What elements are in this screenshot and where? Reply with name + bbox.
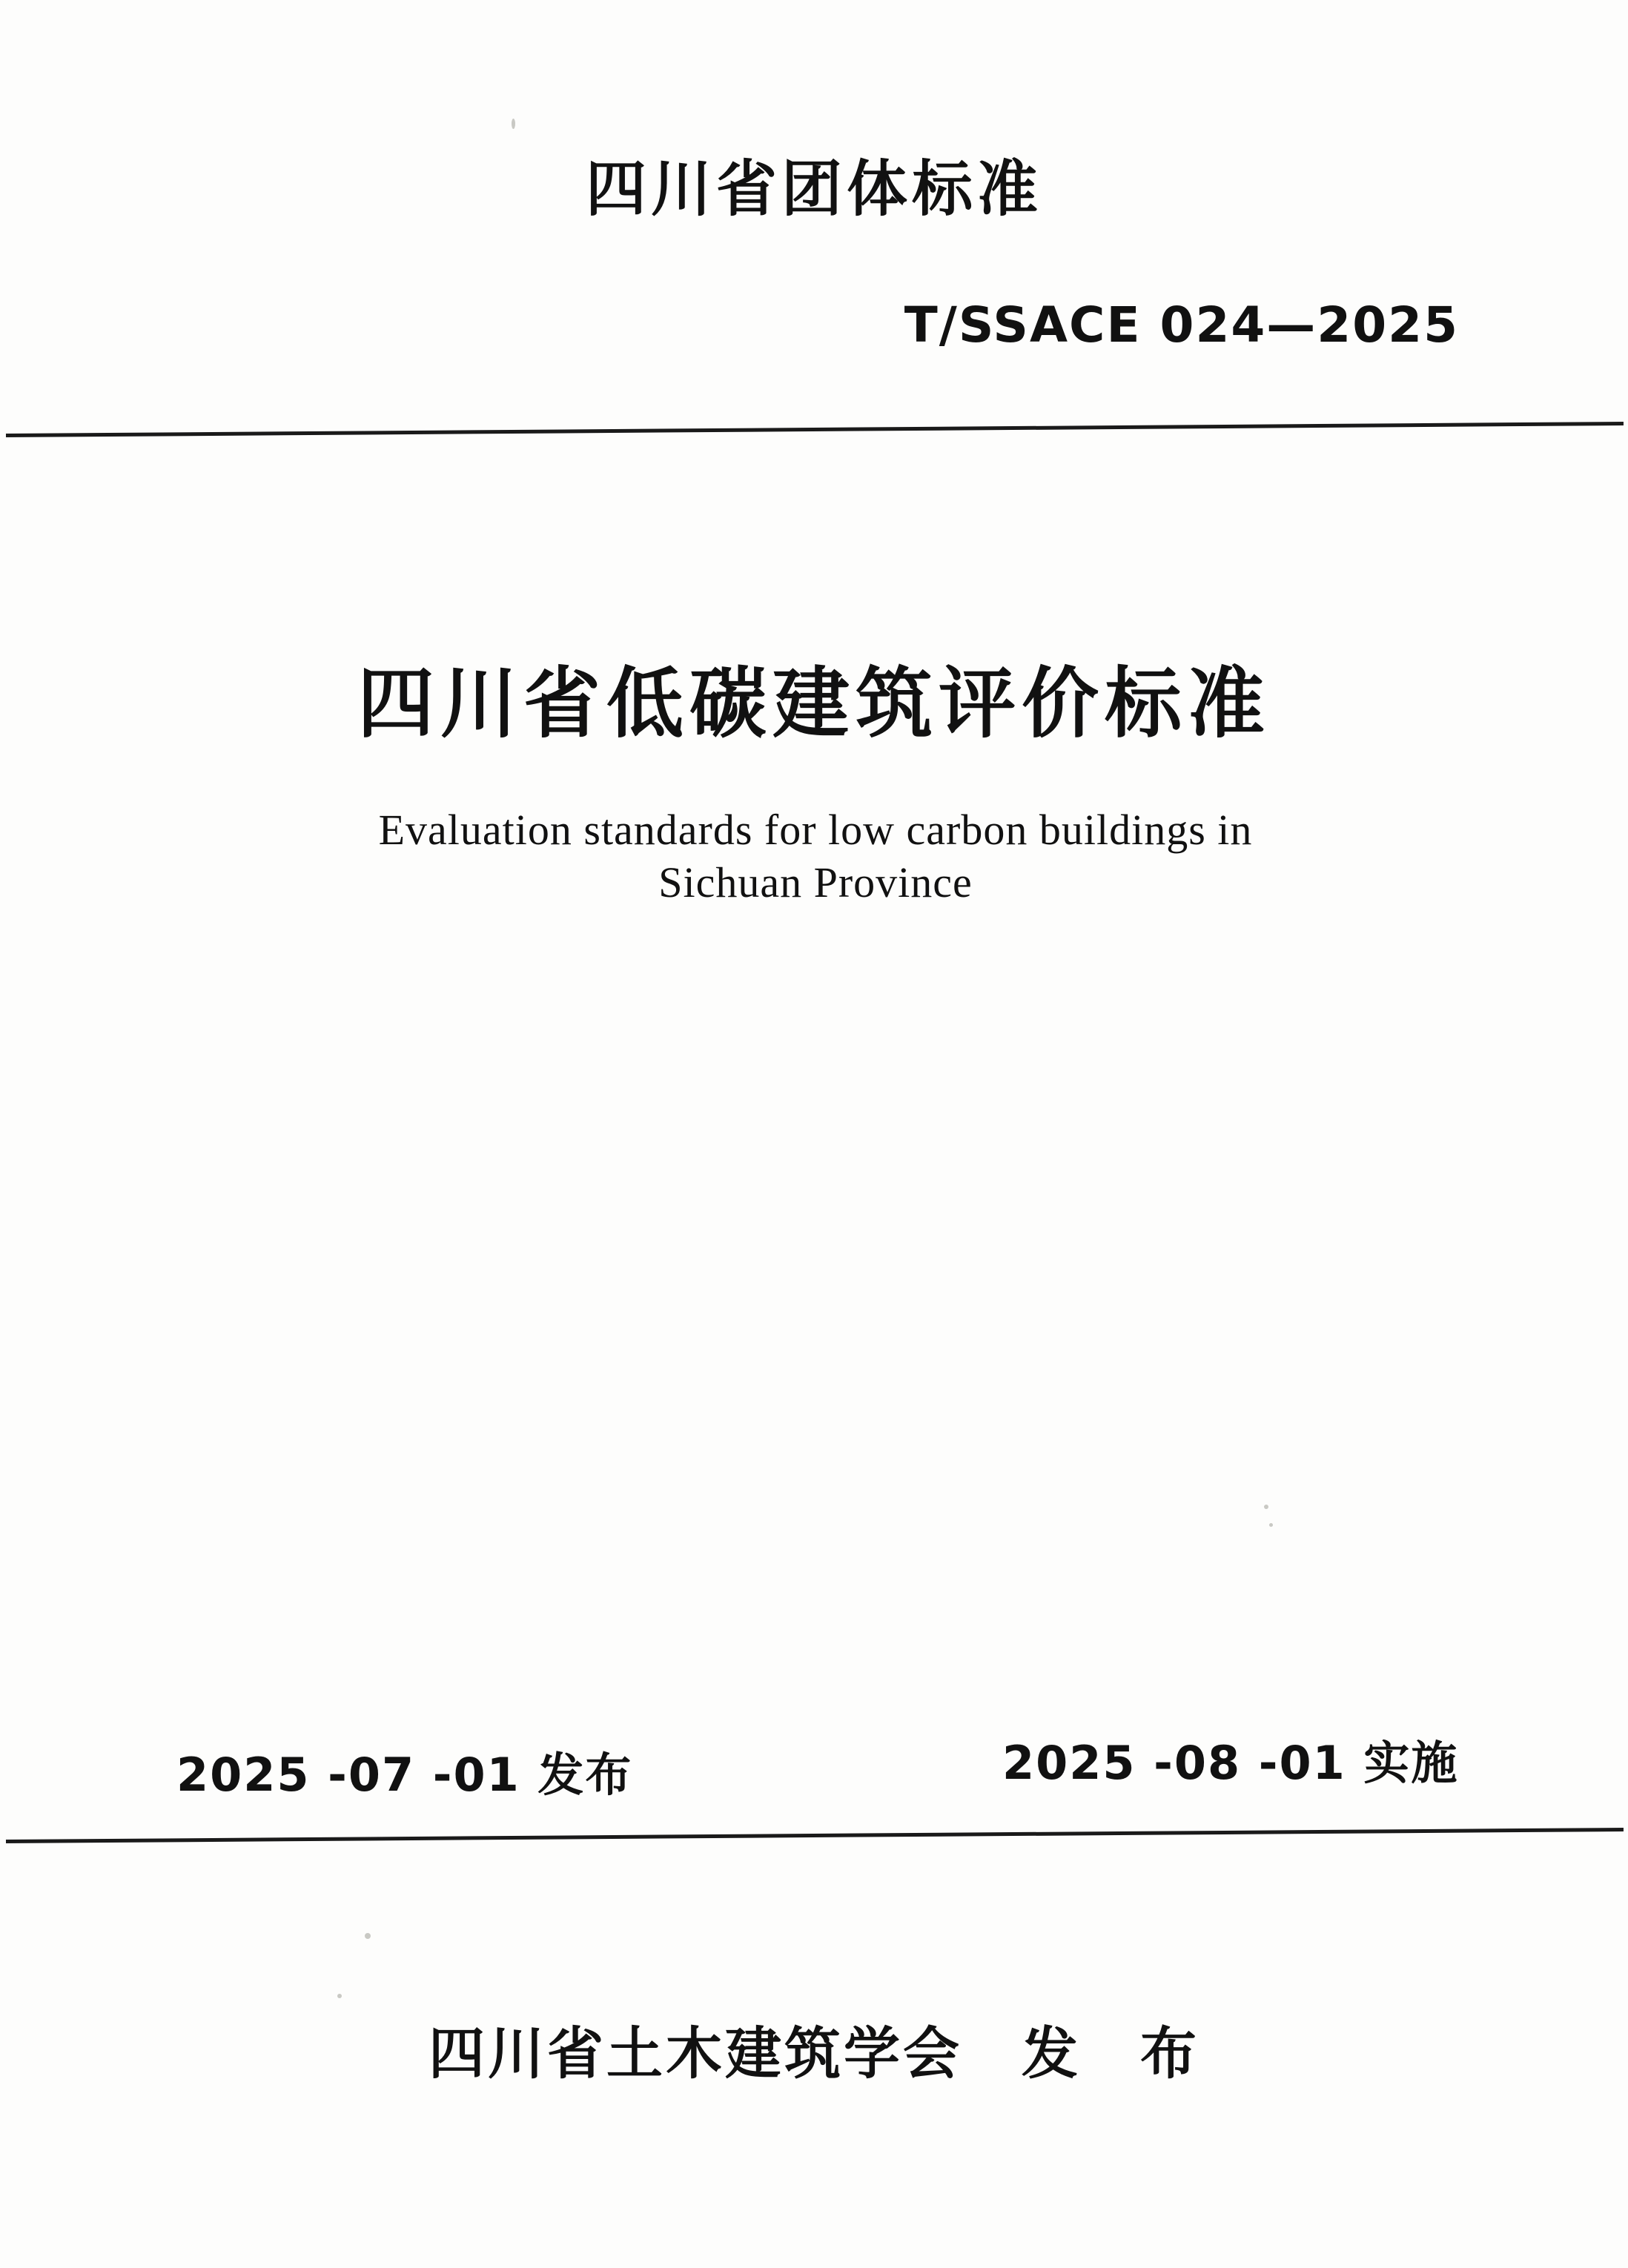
issuing-organization: 四川省土木建筑学会 发 布 xyxy=(428,2020,1200,2086)
scan-speck xyxy=(1269,1523,1273,1527)
date-row xyxy=(0,1738,1628,1805)
standard-category-heading: 四川省团体标准 xyxy=(585,154,1042,225)
effective-date: 2025 -08 -01 实施 xyxy=(1002,1736,1459,1790)
standard-number: T/SSACE 024—2025 xyxy=(904,296,1459,354)
scan-speck xyxy=(1264,1505,1268,1509)
page-title-english-line2: Sichuan Province xyxy=(658,858,973,906)
scan-speck xyxy=(337,1994,342,1998)
scan-speck xyxy=(365,1933,371,1939)
header-divider-rule xyxy=(6,422,1624,437)
page-title-chinese: 四川省低碳建筑评价标准 xyxy=(357,658,1271,749)
scan-speck xyxy=(512,119,515,129)
page-title-english-line1: Evaluation standards for low carbon buildings in xyxy=(378,806,1253,854)
page-title-english xyxy=(245,804,1386,909)
publish-date: 2025 -07 -01 发布 xyxy=(176,1748,633,1802)
footer-divider-rule xyxy=(6,1828,1624,1843)
